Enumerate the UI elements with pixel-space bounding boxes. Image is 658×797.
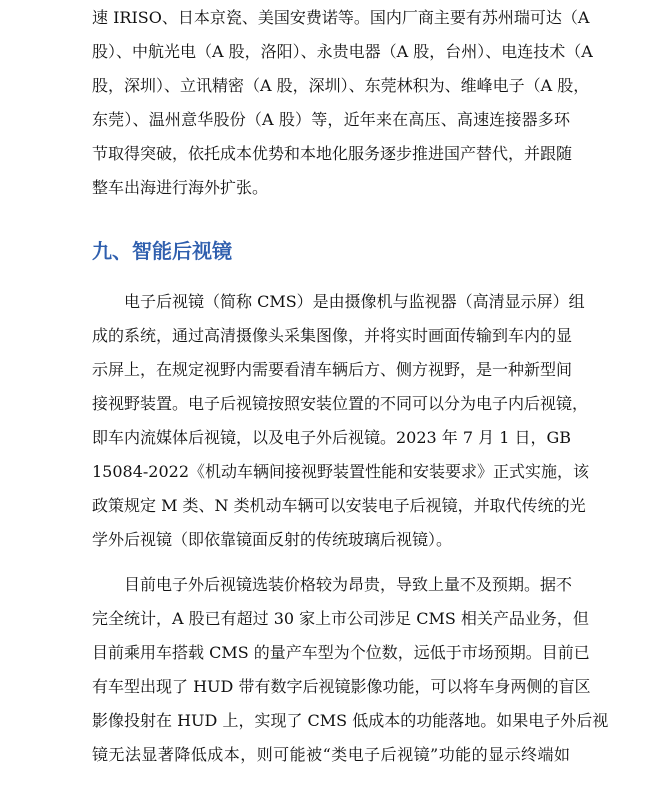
paragraph-line: 接视野装置。电子后视镜按照安装位置的不同可以分为电子内后视镜， bbox=[92, 394, 589, 413]
paragraph-line: 东莞）、温州意华股份（A 股）等，近年来在高压、高速连接器多环 bbox=[92, 110, 570, 129]
paragraph-line: 成的系统，通过高清摄像头采集图像，并将实时画面传输到车内的显 bbox=[92, 326, 573, 345]
paragraph-line: 政策规定 M 类、N 类机动车辆可以安装电子后视镜，并取代传统的光 bbox=[92, 496, 586, 515]
paragraph-line: 股）、中航光电（A 股，洛阳）、永贵电器（A 股，台州）、电连技术（A bbox=[92, 42, 593, 61]
paragraph-line: 镜无法显著降低成本，则可能被“类电子后视镜”功能的显示终端如 bbox=[92, 745, 570, 764]
paragraph-line: 整车出海进行海外扩张。 bbox=[92, 178, 269, 197]
paragraph-line: 15084-2022《机动车辆间接视野装置性能和安装要求》正式实施，该 bbox=[92, 462, 590, 481]
paragraph-line: 即车内流媒体后视镜，以及电子外后视镜。2023 年 7 月 1 日，GB bbox=[92, 428, 572, 447]
paragraph-line: 影像投射在 HUD 上，实现了 CMS 低成本的功能落地。如果电子外后视 bbox=[92, 711, 609, 730]
paragraph-line: 电子后视镜（简称 CMS）是由摄像机与监视器（高清显示屏）组 bbox=[124, 292, 585, 311]
paragraph-line: 目前乘用车搭载 CMS 的量产车型为个位数，远低于市场预期。目前已 bbox=[92, 643, 590, 662]
paragraph-line: 目前电子外后视镜选装价格较为昂贵，导致上量不及预期。据不 bbox=[124, 575, 573, 594]
paragraph-line: 股，深圳）、立讯精密（A 股，深圳）、东莞林积为、维峰电子（A 股， bbox=[92, 76, 590, 95]
paragraph-line: 节取得突破，依托成本优势和本地化服务逐步推进国产替代，并跟随 bbox=[92, 144, 573, 163]
paragraph-line: 速 IRISO、日本京瓷、美国安费诺等。国内厂商主要有苏州瑞可达（A bbox=[92, 8, 590, 27]
section-heading: 九、智能后视镜 bbox=[92, 239, 232, 263]
paragraph-line: 完全统计，A 股已有超过 30 家上市公司涉足 CMS 相关产品业务，但 bbox=[92, 609, 589, 628]
paragraph-line: 学外后视镜（即依靠镜面反射的传统玻璃后视镜）。 bbox=[92, 530, 453, 549]
paragraph-line: 有车型出现了 HUD 带有数字后视镜影像功能，可以将车身两侧的盲区 bbox=[92, 677, 591, 696]
paragraph-line: 示屏上，在规定视野内需要看清车辆后方、侧方视野，是一种新型间 bbox=[92, 360, 573, 379]
